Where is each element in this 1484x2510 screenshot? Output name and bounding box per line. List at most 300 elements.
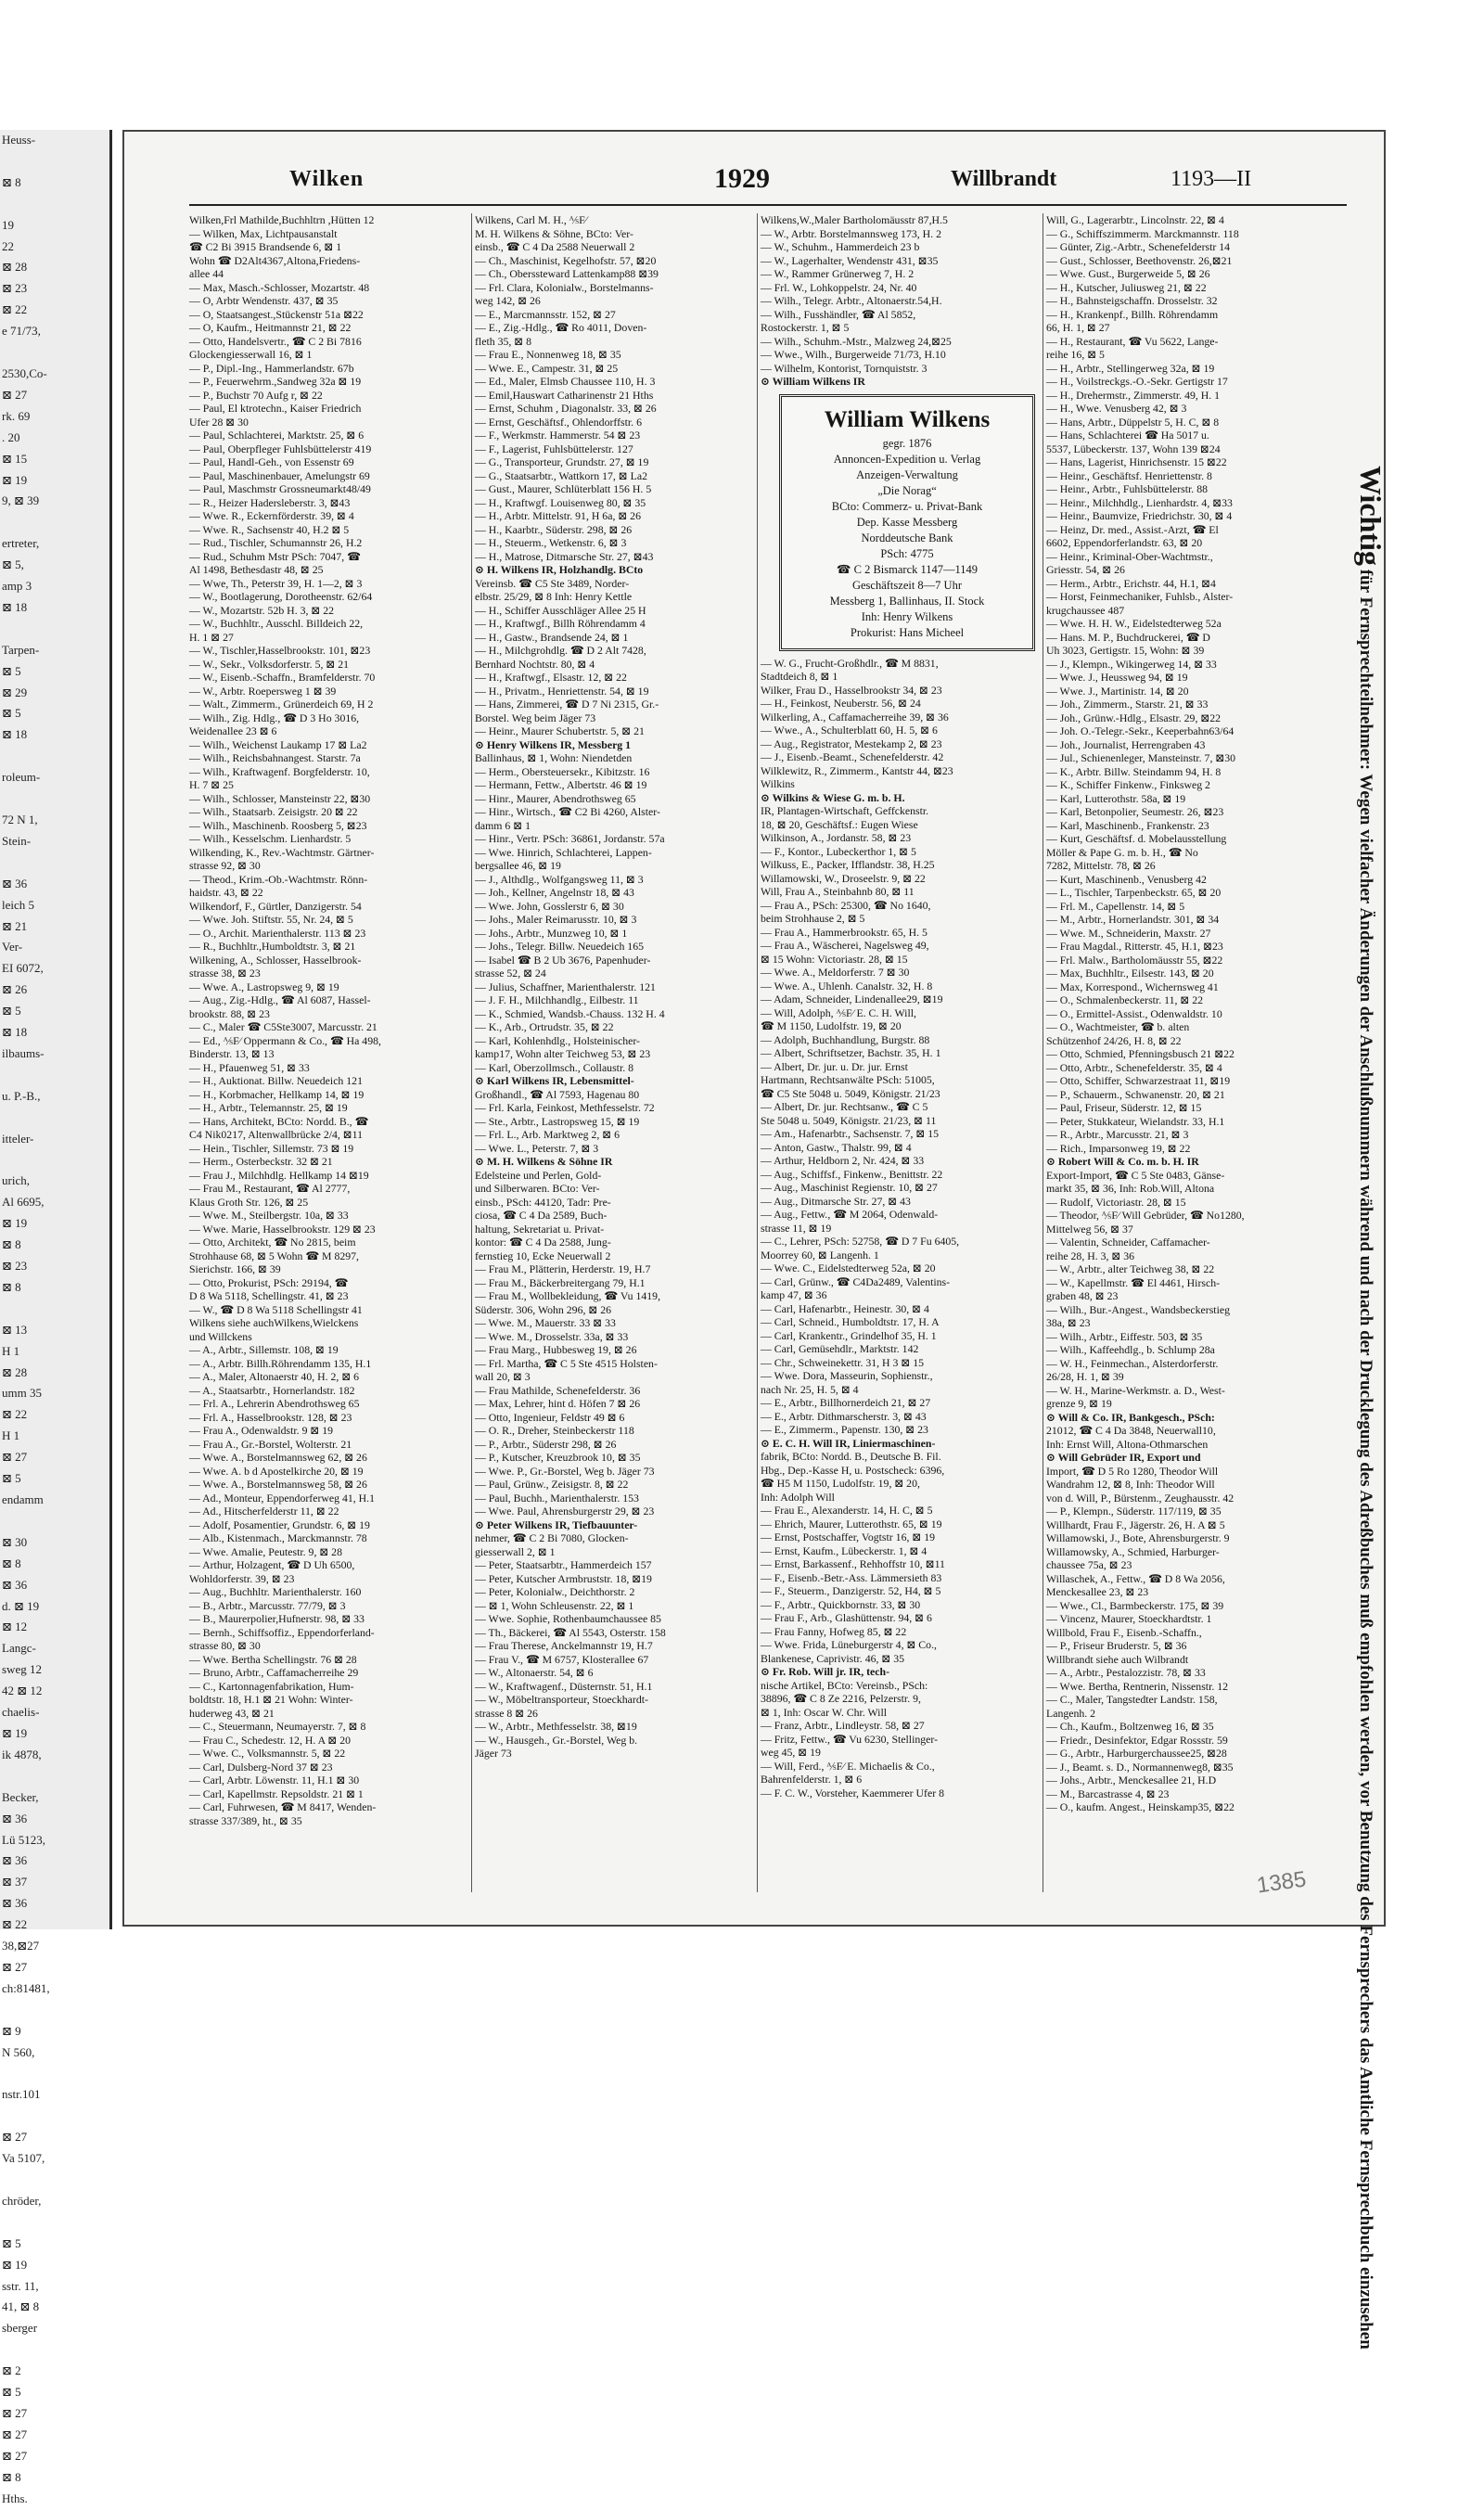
prev-page-line: ⊠ 23 (2, 281, 28, 296)
entry-line: — H., Korbmacher, Hellkamp 14, ⊠ 19 (189, 1087, 365, 1101)
entry-line: — W. H., Marine-Werkmstr. a. D., West- (1046, 1383, 1225, 1397)
entry-line: nische Artikel, BCto: Vereinsb., PSch: (761, 1678, 928, 1692)
prev-page-line: Tarpen- (2, 642, 40, 657)
entry-line: Wilklewitz, R., Zimmerm., Kantstr 44, ⊠23 (761, 763, 953, 777)
entry-line: — Ed., Maler, Elmsb Chaussee 110, H. 3 (475, 375, 656, 388)
entry-line: — Frl. L., Arb. Marktweg 2, ⊠ 6 (475, 1128, 620, 1141)
entry-line: — W., Buchhltr., Ausschl. Billdeich 22, (189, 617, 364, 630)
entry-line: — Wilh., Zig. Hdlg., ☎ D 3 Ho 3016, (189, 711, 360, 724)
prev-page-line: ⊠ 36 (2, 1811, 28, 1825)
column-1 (189, 213, 467, 1902)
entry-line: Wilkendorf, F., Gürtler, Danzigerstr. 54 (189, 899, 362, 913)
prev-page-line (0, 852, 109, 874)
entry-line: — H., Arbtr. Mittelstr. 91, H 6a, ⊠ 26 (475, 509, 641, 522)
entry-line: — Frau A., Hammerbrookstr. 65, H. 5 (761, 925, 928, 939)
entry-line: 6602, Eppendorferlandstr. 63, ⊠ 20 (1046, 536, 1203, 549)
prev-page-line: ⊠ 5 (2, 2235, 21, 2250)
entry-line: Messberg 1, Ballinhaus, II. Stock (829, 594, 985, 608)
prev-page-line: N 560, (2, 2044, 35, 2059)
entry-line: grenze 9, ⊠ 19 (1046, 1397, 1112, 1410)
entry-line: Sierichstr. 166, ⊠ 39 (189, 1262, 281, 1275)
entry-line: beim Strohhause 2, ⊠ 5 (761, 912, 865, 925)
entry-line: — Carl, Hafenarbtr., Heinestr. 30, ⊠ 4 (761, 1301, 929, 1315)
entry-line: fabrik, BCto: Nordd. B., Deutsche B. Fil. (761, 1450, 941, 1463)
entry-line: — F., Steuerm., Danzigerstr. 52, H4, ⊠ 5 (761, 1584, 941, 1597)
entry-line: ☎ C5 Ste 5048 u. 5049, Königstr. 21/23 (761, 1086, 940, 1100)
entry-line: und Silberwaren. BCto: Ver- (475, 1182, 600, 1195)
entry-line: „Die Norag“ (877, 483, 937, 497)
prev-page-line (0, 2000, 109, 2021)
prev-page-line: ⊠ 36 (2, 1896, 28, 1911)
entry-line: ⊙ Henry Wilkens IR, Messberg 1 (475, 737, 632, 751)
entry-line: — Emil,Hauswart Catharinenstr 21 Hths (475, 388, 654, 402)
entry-line: — F. C. W., Vorsteher, Kaemmerer Ufer 8 (761, 1786, 944, 1799)
entry-line: — Max, Buchhltr., Eilsestr. 143, ⊠ 20 (1046, 967, 1214, 980)
header-last-entry: Willbrandt (951, 167, 1057, 191)
entry-line: — Albert, Dr. jur. Rechtsanw., ☎ C 5 (761, 1100, 928, 1113)
entry-line: — W., ☎ D 8 Wa 5118 Schellingstr 41 (189, 1302, 363, 1316)
entry-line: — Anton, Gastw., Thalstr. 99, ⊠ 4 (761, 1140, 912, 1154)
entry-line: — Arthur, Heldborn 2, Nr. 424, ⊠ 33 (761, 1154, 925, 1167)
prev-page-line (0, 512, 109, 533)
entry-line: — Wwe. A., Uhlenh. Canalstr. 32, H. 8 (761, 979, 933, 992)
prev-page-line: ik 4878, (2, 1747, 42, 1761)
entry-line: — Ad., Monteur, Eppendorferweg 41, H.1 (189, 1491, 376, 1505)
ad-lines (787, 436, 1027, 641)
entry-line: — H., Kraftwgf. Louisenweg 80, ⊠ 35 (475, 495, 646, 509)
entry-line: — Frl. A., Hasselbrookstr. 128, ⊠ 23 (189, 1410, 352, 1424)
entry-line: Bernhard Nochtstr. 80, ⊠ 4 (475, 657, 595, 671)
directory-page (122, 130, 1388, 2350)
entry-line: Binderstr. 13, ⊠ 13 (189, 1047, 275, 1060)
entry-line: — Carl, Krankentr., Grindelhof 35, H. 1 (761, 1328, 937, 1342)
entry-line: Import, ☎ D 5 Ro 1280, Theodor Will (1046, 1464, 1219, 1478)
entry-line: Wilkins (761, 777, 795, 790)
entry-line: — Frl. M., Capellenstr. 14, ⊠ 5 (1046, 899, 1185, 913)
entry-line: — Frau A., PSch: 25300, ☎ No 1640, (761, 898, 931, 912)
column-3-bottom (761, 657, 1039, 1800)
prev-page-line (0, 2170, 109, 2191)
entry-line: Weidenallee 23 ⊠ 6 (189, 724, 277, 737)
entry-line: — Frl. W., Lohkoppelstr. 24, Nr. 40 (761, 280, 917, 294)
entry-line: — Hans, Arbtr., Düppelstr 5, H. C, ⊠ 8 (1046, 415, 1220, 429)
entry-line: — R., Buchhltr.,Humboldtstr. 3, ⊠ 21 (189, 940, 356, 953)
entry-line: — Johs., Arbtr., Menckesallee 21, H.D (1046, 1774, 1217, 1786)
prev-page-line: ⊠ 8 (2, 1279, 21, 1294)
entry-line: strasse 52, ⊠ 24 (475, 967, 546, 980)
entry-line: — H., Kraftwgf., Billh Röhrendamm 4 (475, 617, 646, 630)
entry-line: Anzeigen-Verwaltung (856, 467, 958, 481)
entry-line: Wilkending, K., Rev.-Wachtmstr. Gärtner- (189, 845, 375, 859)
entry-line: — A., Arbtr. Billh.Röhrendamm 135, H.1 (189, 1356, 372, 1370)
entry-line: Willbrandt siehe auch Wilbrandt (1046, 1652, 1189, 1666)
entry-line: — Johs., Telegr. Billw. Neuedeich 165 (475, 940, 644, 953)
entry-line: 7282, Mittelstr. 78, ⊠ 26 (1046, 859, 1156, 872)
prev-page-line: Heuss- (2, 133, 36, 147)
prev-page-line: ⊠ 29 (2, 685, 28, 699)
prev-page-line (0, 151, 109, 173)
entry-line: Prokurist: Hans Micheel (850, 625, 965, 639)
entry-line: — W., Eisenb.-Schaffn., Bramfelderstr. 70 (189, 671, 376, 684)
entry-line: — W., Bootlagerung, Dorotheenstr. 62/64 (189, 590, 373, 603)
entry-line: haltung, Sekretariat u. Privat- (475, 1222, 605, 1236)
entry-line: — Will, Ferd., ⅍F⁄ E. Michaelis & Co., (761, 1759, 935, 1773)
entry-line: — Ernst, Geschäftsf., Ohlendorffstr. 6 (475, 415, 642, 429)
entry-line: — Peter, Kutscher Armbruststr. 18, ⊠19 (475, 1571, 652, 1585)
entry-line: Norddeutsche Bank (861, 531, 953, 544)
entry-line: — W. H., Feinmechan., Alsterdorferstr. (1046, 1356, 1219, 1370)
entry-line: Inh: Ernst Will, Altona-Othmarschen (1046, 1437, 1209, 1451)
entry-line: — Wwe. M., Schneiderin, Maxstr. 27 (1046, 926, 1211, 940)
entry-line: Langenh. 2 (1046, 1706, 1096, 1720)
prev-page-line: ⊠ 30 (2, 1534, 28, 1549)
entry-line: nehmer, ☎ C 2 Bi 7080, Glocken- (475, 1531, 629, 1544)
entry-line: Ste 5048 u. 5049, Königstr. 21/23, ⊠ 11 (761, 1113, 937, 1127)
entry-line: C4 Nik0217, Altenwallbrücke 2/4, ⊠11 (189, 1128, 364, 1141)
entry-line: — M., Barcastrasse 4, ⊠ 23 (1046, 1786, 1170, 1800)
entry-line: Willamowski, J., Bote, Ahrensburgerstr. 9 (1046, 1531, 1230, 1544)
entry-line: — J., Althdlg., Wolfgangsweg 11, ⊠ 3 (475, 872, 644, 886)
entry-line: — Wilh., Schuhm.-Mstr., Malzweg 24,⊠25 (761, 334, 952, 348)
entry-line: Willamowsky, A., Schmied, Harburger- (1046, 1544, 1220, 1558)
entry-line: — W., Lagerhalter, Wendenstr 431, ⊠35 (761, 253, 939, 267)
prev-page-line: ⊠ 27 (2, 2448, 28, 2463)
entry-line: nach Nr. 25, H. 5, ⊠ 4 (761, 1382, 859, 1396)
entry-line: — Paul, Maschmstr Grossneumarkt48/49 (189, 482, 371, 495)
entry-line: kamp17, Wohn alter Teichweg 53, ⊠ 23 (475, 1047, 651, 1060)
entry-line: ⊠ 15 Wohn: Victoriastr. 28, ⊠ 15 (761, 952, 908, 966)
entry-line: fernstieg 10, Ecke Neuerwall 2 (475, 1249, 611, 1262)
entry-line: — Herm., Osterbeckstr. 32 ⊠ 21 (189, 1155, 333, 1168)
entry-line: — Otto, Ingenieur, Feldstr 49 ⊠ 6 (475, 1410, 625, 1424)
prev-page-line: ⊠ 9 (2, 2023, 21, 2038)
prev-page-line (0, 2106, 109, 2127)
entry-line: — Isabel ☎ B 2 Ub 3676, Papenhuder- (475, 953, 651, 967)
entry-line: — P., Klempn., Süderstr. 117/119, ⊠ 35 (1046, 1505, 1222, 1518)
entry-line: — P., Buchstr 70 Aufg r, ⊠ 22 (189, 388, 323, 402)
entry-line: — W., Arbtr., alter Teichweg 38, ⊠ 22 (1046, 1262, 1215, 1275)
entry-line: — Adolf, Posamentier, Grundstr. 6, ⊠ 19 (189, 1518, 370, 1531)
entry-line: ⊙ M. H. Wilkens & Söhne IR (475, 1155, 613, 1168)
entry-line: gegr. 1876 (882, 436, 932, 450)
entry-line: — Joh., Zimmerm., Starstr. 21, ⊠ 33 (1046, 698, 1209, 711)
entry-line: — F., Eisenb.-Betr.-Ass. Lämmersieth 83 (761, 1570, 942, 1584)
entry-line: — Frau C., Schedestr. 12, H. A ⊠ 20 (189, 1733, 352, 1747)
entry-line: Strohhause 68, ⊠ 5 Wohn ☎ M 8297, (189, 1249, 359, 1262)
entry-line: Willbold, Frau F., Eisenb.-Schaffn., (1046, 1625, 1202, 1639)
entry-line: ☎ C2 Bi 3915 Brandsende 6, ⊠ 1 (189, 240, 342, 253)
prev-page-line: ⊠ 27 (2, 2427, 28, 2441)
entry-line: Wilkens, Carl M. H., ⅍F⁄ (475, 213, 587, 226)
entry-line: huderweg 43, ⊠ 21 (189, 1706, 275, 1720)
prev-page-line: ⊠ 27 (2, 1450, 28, 1465)
entry-line: ⊙ Will & Co. IR, Bankgesch., PSch: (1046, 1410, 1215, 1424)
entry-line: Uh 3023, Gertigstr. 15, Wohn: ⊠ 39 (1046, 644, 1205, 657)
entry-line: — Hans, Architekt, BCto: Nordd. B., ☎ (189, 1114, 369, 1128)
entry-line: 38a, ⊠ 23 (1046, 1316, 1091, 1329)
entry-line: — W., Möbeltransporteur, Stoeckhardt- (475, 1693, 648, 1706)
entry-line: — Albert, Schriftsetzer, Bachstr. 35, H. 1 (761, 1046, 941, 1059)
entry-line: — K., Schmied, Wandsb.-Chauss. 132 H. 4 (475, 1006, 665, 1020)
entry-line: — O., Wachtmeister, ☎ b. alten (1046, 1020, 1190, 1033)
entry-line: — K., Arb., Ortrudstr. 35, ⊠ 22 (475, 1020, 614, 1033)
prev-page-line: ⊠ 27 (2, 2130, 28, 2145)
entry-line: — Ed., ⅍F⁄ Oppermann & Co., ☎ Ha 498, (189, 1033, 381, 1047)
entry-line: — Aug., Registrator, Mestekamp 2, ⊠ 23 (761, 736, 942, 750)
entry-line: — F., Lagerist, Fuhlsbüttelerstr. 127 (475, 442, 633, 455)
entry-line: Geschäftszeit 8—7 Uhr (851, 578, 963, 592)
prev-page-line: ⊠ 5 (2, 706, 21, 721)
entry-line: Wilkinson, A., Jordanstr. 58, ⊠ 23 (761, 831, 912, 844)
entry-line: — H., Schiffer Ausschläger Allee 25 H (475, 603, 646, 617)
entry-line: — A., Arbtr., Pestalozzistr. 78, ⊠ 33 (1046, 1666, 1206, 1679)
entry-line: — Wwe. C., Volksmannstr. 5, ⊠ 22 (189, 1747, 346, 1760)
entry-line: bergsallee 46, ⊠ 19 (475, 859, 561, 872)
entry-line: — Aug., Maschinist Regienstr. 10, ⊠ 27 (761, 1181, 938, 1194)
entry-line: ☎ H5 M 1150, Ludolfstr. 19, ⊠ 20, (761, 1477, 920, 1490)
entry-line: — Wwe. R., Eckernförderstr. 39, ⊠ 4 (189, 509, 354, 522)
entry-line: — Adolph, Buchhandlung, Burgstr. 88 (761, 1032, 930, 1046)
entry-line: — Frl. Malw., Bartholomäusstr 55, ⊠22 (1046, 953, 1223, 967)
entry-line: — Günter, Zig.-Arbtr., Schenefelderstr 14 (1046, 240, 1231, 253)
entry-line: und Willckens (189, 1329, 252, 1343)
entry-line: boldtstr. 18, H.1 ⊠ 21 Wohn: Winter- (189, 1693, 353, 1706)
entry-line: — C., Kartonnagenfabrikation, Hum- (189, 1679, 354, 1693)
entry-line: — Wwe. A., Lastropsweg 9, ⊠ 19 (189, 980, 339, 993)
entry-line: — Wwe. Hinrich, Schlachterei, Lappen- (475, 845, 652, 859)
entry-line: — Wwe. Sophie, Rothenbaumchaussee 85 (475, 1612, 661, 1625)
prev-page-line: ⊠ 22 (2, 1407, 28, 1422)
entry-line: — Wilken, Max, Lichtpausanstalt (189, 226, 338, 240)
entry-line: — Paul, Friseur, Süderstr. 12, ⊠ 15 (1046, 1101, 1202, 1114)
entry-line: strasse 38, ⊠ 23 (189, 967, 261, 980)
entry-line: Export-Import, ☎ C 5 Ste 0483, Gänse- (1046, 1168, 1225, 1182)
prev-page-line: 22 (2, 238, 14, 253)
entry-line: — W., Sekr., Volksdorferstr. 5, ⊠ 21 (189, 657, 349, 671)
prev-page-line: Va 5107, (2, 2151, 45, 2166)
entry-line: kamp 47, ⊠ 36 (761, 1288, 827, 1301)
entry-line: Wohn ☎ D2Alt4367,Altona,Friedens- (189, 253, 361, 267)
entry-line: — H., Matrose, Ditmarsche Str. 27, ⊠43 (475, 549, 654, 563)
entry-line: von d. Will, P., Bürstenm., Zeughausstr. 42 (1046, 1491, 1235, 1505)
entry-line: — Paul, Oberpfleger Fuhlsbüttelerstr 419 (189, 442, 372, 455)
entry-line: — H., Kaarbtr., Süderstr. 298, ⊠ 26 (475, 522, 633, 536)
entry-line: chaussee 75a, ⊠ 23 (1046, 1558, 1132, 1571)
entry-line: — O., Archit. Marienthalerstr. 113 ⊠ 23 (189, 926, 366, 940)
entry-line: — H., Feinkost, Neuberstr. 56, ⊠ 24 (761, 697, 921, 710)
entry-line: — Wwe. Dora, Masseurin, Sophienstr., (761, 1369, 933, 1382)
header-first-entry: Wilken (289, 167, 365, 191)
entry-line: — J. F. H., Milchhandlg., Eilbestr. 11 (475, 993, 639, 1006)
entry-line: reihe 28, H. 3, ⊠ 36 (1046, 1249, 1135, 1262)
entry-line: 66, H. 1, ⊠ 27 (1046, 321, 1110, 334)
prev-page-line: ⊠ 36 (2, 1853, 28, 1868)
entry-line: — E., Arbtr. Dithmarscherstr. 3, ⊠ 43 (761, 1409, 927, 1423)
entry-line: — Wwe. Bertha, Rentnerin, Nissenstr. 12 (1046, 1679, 1229, 1693)
entry-line: — Ernst, Schuhm , Diagonalstr. 33, ⊠ 26 (475, 402, 657, 415)
prev-page-line: ⊠ 18 (2, 599, 28, 614)
entry-line: strasse 92, ⊠ 30 (189, 859, 261, 872)
entry-line: — Karl, Betonpolier, Seumestr. 26, ⊠23 (1046, 805, 1224, 818)
entry-line: weg 142, ⊠ 26 (475, 294, 541, 307)
entry-line: — W., Altonaerstr. 54, ⊠ 6 (475, 1666, 594, 1679)
entry-line: — Otto, Schiffer, Schwarzestraat 11, ⊠19 (1046, 1074, 1231, 1087)
entry-line: Moorrey 60, ⊠ Langenh. 1 (761, 1248, 879, 1261)
entry-line: — Ch., Maschinist, Kegelhofstr. 57, ⊠20 (475, 253, 657, 267)
entry-line: — O, Staatsangest.,Stückenstr 51a ⊠22 (189, 307, 364, 321)
entry-line: — G., Transporteur, Grundstr. 27, ⊠ 19 (475, 455, 649, 468)
entry-line: ⊠ 1, Inh: Oscar W. Chr. Will (761, 1705, 888, 1719)
prev-page-line (0, 619, 109, 640)
entry-line: — Heinr., Baumvize, Friedrichstr. 30, ⊠ 4 (1046, 509, 1233, 522)
entry-line: Will, G., Lagerarbtr., Lincolnstr. 22, ⊠ 4 (1046, 213, 1224, 226)
entry-line: — H., Restaurant, ☎ Vu 5622, Lange- (1046, 334, 1219, 348)
prev-page-line: u. P.-B., (2, 1088, 41, 1103)
entry-line: — Wwe. J., Martinistr. 14, ⊠ 20 (1046, 684, 1189, 698)
entry-line: — Kurt, Geschäftsf. d. Mobelausstellung (1046, 832, 1227, 845)
column-divider (471, 213, 472, 1892)
entry-line: — E., Zig.-Hdlg., ☎ Ro 4011, Doven- (475, 321, 647, 334)
entry-line: ☎ C 2 Bismarck 1147—1149 (836, 562, 979, 576)
prev-page-line: ⊠ 19 (2, 2257, 28, 2272)
entry-line: — Karl, Lutterothstr. 58a, ⊠ 19 (1046, 791, 1186, 805)
prev-page-line: sberger (2, 2321, 38, 2336)
prev-page-line: Becker, (2, 1789, 39, 1804)
prev-page-line: ⊠ 23 (2, 1259, 28, 1274)
entry-line: — Wwe. Gust., Burgerweide 5, ⊠ 26 (1046, 267, 1210, 280)
entry-line: — Carl, Schneid., Humboldtstr. 17, H. A (761, 1315, 940, 1328)
entry-line: — C., Maler, Tangstedter Landstr. 158, (1046, 1693, 1218, 1706)
page-number: 1193—II (1171, 167, 1252, 191)
entry-line: — W., Kapellmstr. ☎ El 4461, Hirsch- (1046, 1275, 1221, 1289)
entry-line: Dep. Kasse Messberg (856, 515, 958, 529)
entry-line: Edelsteine und Perlen, Gold- (475, 1168, 602, 1182)
entry-line: Ballinhaus, ⊠ 1, Wohn: Niendetden (475, 751, 633, 764)
entry-line: — Karl, Oberzollmsch., Collaustr. 8 (475, 1060, 634, 1074)
column-divider (757, 213, 758, 1892)
entry-line: — O, Kaufm., Heitmannstr 21, ⊠ 22 (189, 321, 352, 334)
entry-line: — Joh. O.-Telegr.-Sekr., Keeperbahn63/64 (1046, 724, 1235, 737)
entry-line: — C., Steuermann, Neumayerstr. 7, ⊠ 8 (189, 1720, 366, 1733)
entry-line: — Gust., Maurer, Schlüterblatt 156 H. 5 (475, 482, 652, 495)
entry-line: — Otto, Schmied, Pfenningsbusch 21 ⊠22 (1046, 1047, 1235, 1060)
entry-line: — H., Pfauenweg 51, ⊠ 33 (189, 1060, 310, 1074)
entry-line: — Wwe. Amalie, Peutestr. 9, ⊠ 28 (189, 1544, 342, 1558)
prev-page-line: amp 3 (2, 579, 32, 594)
prev-page-line (0, 1150, 109, 1172)
entry-line: — H., Kutscher, Juliusweg 21, ⊠ 22 (1046, 280, 1207, 294)
entry-line: — Ernst, Postschaffer, Vogtstr 16, ⊠ 19 (761, 1530, 936, 1543)
entry-line: — P., Schauerm., Schwanenstr. 20, ⊠ 21 (1046, 1087, 1225, 1101)
entry-line: — Paul, Buchh., Marienthalerstr. 153 (475, 1491, 639, 1505)
entry-line: — R., Heizer Hadersleberstr. 3, ⊠43 (189, 495, 351, 509)
entry-line: — Herm., Arbtr., Erichstr. 44, H.1, ⊠4 (1046, 576, 1216, 590)
page-header (124, 163, 1384, 204)
entry-line: 18, ⊠ 20, Geschäftsf.: Eugen Wiese (761, 817, 918, 831)
sidebar-notice (1339, 466, 1388, 2350)
entry-line: — P., Dipl.-Ing., Hammerlandstr. 67b (189, 361, 354, 375)
entry-line: — Frau A., Gr.-Borstel, Wolterstr. 21 (189, 1437, 352, 1451)
entry-line: — Wwe. Frida, Lüneburgerstr 4, ⊠ Co., (761, 1638, 937, 1651)
prev-page-line: . 20 (2, 429, 20, 444)
column-3 (761, 213, 1039, 1902)
entry-line: Süderstr. 306, Wohn 296, ⊠ 26 (475, 1302, 612, 1316)
entry-line: — Theodor, ⅍F⁄ Will Gebrüder, ☎ No1280, (1046, 1209, 1245, 1222)
entry-line: — Will, Adolph, ⅍F⁄ E. C. H. Will, (761, 1005, 916, 1019)
entry-line: Mittelweg 56, ⊠ 37 (1046, 1222, 1133, 1236)
prev-page-line: d. ⊠ 19 (2, 1598, 40, 1613)
entry-line: Hbg., Dep.-Kasse H, u. Postscheck: 6396, (761, 1463, 945, 1477)
entry-line: — Am., Hafenarbtr., Sachsenstr. 7, ⊠ 15 (761, 1127, 940, 1140)
entry-line: — Wwe. Joh. Stiftstr. 55, Nr. 24, ⊠ 5 (189, 913, 353, 926)
prev-page-line: ⊠ 19 (2, 472, 28, 487)
prev-page-line: ⊠ 21 (2, 918, 28, 933)
entry-line: — W., Hausgeh., Gr.-Borstel, Weg b. (475, 1733, 638, 1747)
entry-line: — Hans, Lagerist, Hinrichsenstr. 15 ⊠22 (1046, 455, 1227, 468)
entry-line: 38896, ☎ C 8 Ze 2216, Pelzerstr. 9, (761, 1692, 921, 1705)
prev-page-line: ⊠ 8 (2, 174, 21, 189)
entry-line: — A., Maler, Altonaerstr 40, H. 2, ⊠ 6 (189, 1370, 360, 1383)
entry-line: — H., Voilstreckgs.-O.-Sekr. Gertigstr 17 (1046, 375, 1228, 388)
entry-line: — Albert, Dr. jur. u. Dr. jur. Ernst (761, 1059, 908, 1073)
prev-page-line: Ver- (2, 940, 23, 954)
entry-line: — Wilh., Arbtr., Eiffestr. 503, ⊠ 35 (1046, 1329, 1203, 1343)
entry-line: graben 48, ⊠ 23 (1046, 1289, 1119, 1302)
entry-line: — Aug., Ditmarsche Str. 27, ⊠ 43 (761, 1194, 911, 1208)
entry-line: — Carl, Arbtr. Löwenstr. 11, H.1 ⊠ 30 (189, 1774, 360, 1786)
entry-line: — Aug., Schiffsf., Finkenw., Benittstr. 22 (761, 1167, 943, 1181)
prev-page-line: ⊠ 12 (2, 1620, 28, 1634)
entry-line: — F., Arbtr., Quickbornstr. 33, ⊠ 30 (761, 1597, 921, 1611)
entry-line: — Frl. Karla, Feinkost, Methfesselstr. 72 (475, 1101, 655, 1114)
entry-line: — O., Schmalenbeckerstr. 11, ⊠ 22 (1046, 993, 1203, 1006)
entry-line: — Heinr., Arbtr., Fuhlsbüttelerstr. 88 (1046, 482, 1208, 495)
entry-line: — Karl, Kohlenhdlg., Holsteinischer- (475, 1033, 640, 1047)
entry-line: — Max, Korrespond., Wichernsweg 41 (1046, 980, 1219, 993)
prev-page-line: ⊠ 36 (2, 876, 28, 890)
prev-page-line: ertreter, (2, 536, 40, 551)
entry-line: H. 1 ⊠ 27 (189, 630, 234, 644)
entry-line: Wilkerling, A., Caffamacherreihe 39, ⊠ 36 (761, 710, 949, 724)
entry-line: — Herm., Obersteuersekr., Kibitzstr. 16 (475, 764, 650, 778)
entry-line: — L., Tischler, Tarpenbeckstr. 65, ⊠ 20 (1046, 886, 1222, 899)
entry-line: Möller & Pape G. m. b. H., ☎ No (1046, 845, 1198, 859)
entry-line: IR, Plantagen-Wirtschaft, Geffckenstr. (761, 804, 929, 817)
entry-line: Willhardt, Frau F., Jägerstr. 26, H. A ⊠ 5 (1046, 1518, 1225, 1531)
entry-line: — Gust., Schlosser, Beethovenstr. 26,⊠21 (1046, 253, 1233, 267)
entry-line: — Frau Marg., Hubbesweg 19, ⊠ 26 (475, 1343, 637, 1356)
entry-line: — Wwe. P., Gr.-Borstel, Weg b. Jäger 73 (475, 1464, 655, 1478)
prev-page-line: 9, ⊠ 39 (2, 493, 40, 508)
prev-page-line (0, 746, 109, 767)
entry-line: — Wwe. R., Sachsenstr 40, H.2 ⊠ 5 (189, 522, 350, 536)
prev-page-line: 2530,Co- (2, 365, 47, 380)
entry-line: — Hans. M. P., Buchdruckerei, ☎ D (1046, 630, 1210, 644)
entry-line: — Ernst, Kaufm., Lübeckerstr. 1, ⊠ 4 (761, 1543, 928, 1557)
entry-line: — Wwe. M., Steilbergstr. 10a, ⊠ 33 (189, 1209, 349, 1222)
entry-line: — Heinz, Dr. med., Assist.-Arzt, ☎ El (1046, 522, 1219, 536)
entry-line: — Wilh., Bur.-Angest., Wandsbeckerstieg (1046, 1302, 1231, 1316)
prev-page-line: ⊠ 15 (2, 451, 28, 466)
entry-line: — Aug., Buchhltr. Marienthalerstr. 160 (189, 1585, 362, 1598)
entry-line: — Peter, Stukkateur, Wielandstr. 33, H.1 (1046, 1114, 1225, 1128)
entry-line: — Frl. Clara, Kolonialw., Borstelmanns- (475, 280, 654, 294)
entry-line: — C., Lehrer, PSch: 52758, ☎ D 7 Fu 6405, (761, 1235, 960, 1248)
entry-line: Ufer 28 ⊠ 30 (189, 415, 249, 429)
entry-line: Vereinsb. ☎ C5 Ste 3489, Norder- (475, 576, 630, 590)
entry-line: — Wilh., Kaffeehdlg., b. Schlump 28a (1046, 1343, 1215, 1356)
entry-line: — Arthur, Holzagent, ☎ D Uh 6500, (189, 1558, 355, 1571)
